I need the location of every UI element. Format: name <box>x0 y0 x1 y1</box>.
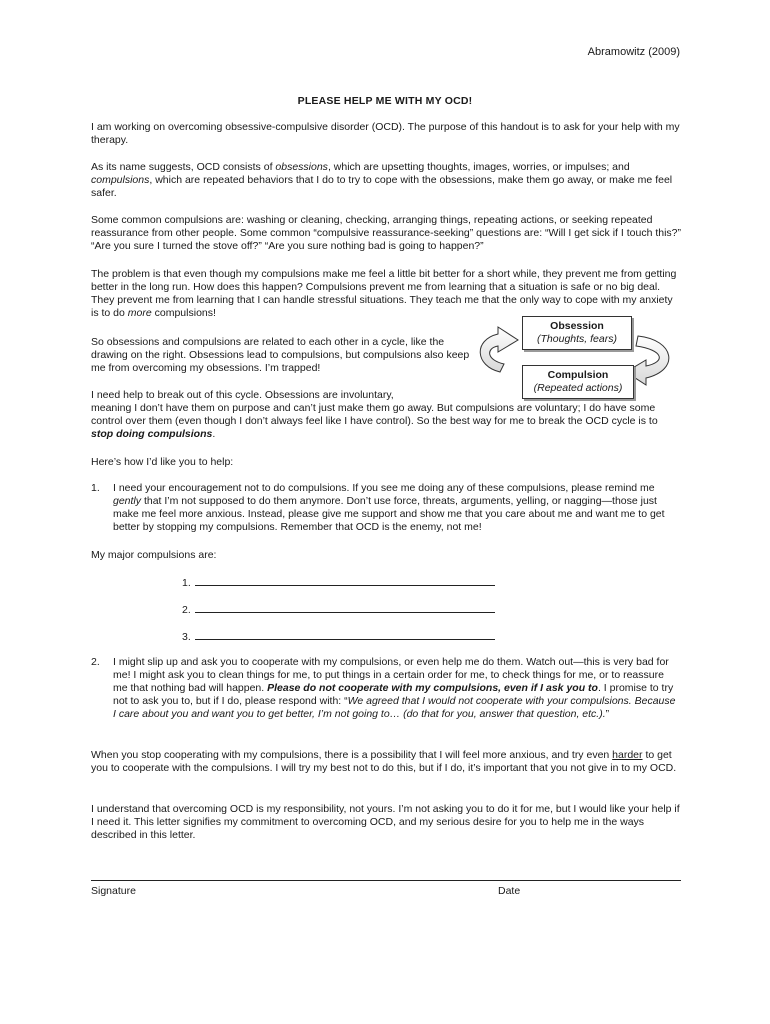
break-cycle-first-line: I need help to break out of this cycle. Obsessions are involuntary, <box>91 389 394 401</box>
agreed-response-quote: We agreed that I would not cooperate with your compulsions. Because I care about you and want you to get better, I’m not going to… (do that for you, answer that question, etc.). <box>113 695 676 720</box>
more-emphasis: more <box>127 307 152 319</box>
item-number: 1. <box>91 482 100 494</box>
intro-paragraph: I am working on overcoming obsessive-compulsive disorder (OCD). The purpose of this handout is to ask for your help with my therapy. <box>91 121 680 146</box>
compulsion-subtitle: (Repeated actions) <box>533 382 623 394</box>
common-compulsions-paragraph: Some common compulsions are: washing or cleaning, checking, arranging things, repeating actions, or seeking repeated reassurance from other people. Some common “compulsive reassurance-seeking” questions are: “Will I get sick if I touch this?” “Are you sure I turned the stove off?” “Are you sure nothing bad is going to happen?” <box>91 214 681 252</box>
left-cycle-arrow <box>480 327 518 372</box>
stop-compulsions-emphasis: stop doing compulsions <box>91 428 213 440</box>
blank-line[interactable] <box>195 629 495 640</box>
problem-paragraph: The problem is that even though my compulsions make me feel a little bit better for a short while, they prevent me from getting better in the long run. How does this happen? Compulsions prevent me from learning that a situation is safe or no big deal. They prevent me from learning that I can handle stressful situations. They teach me that the only way to cope with my anxiety is to do more compulsions! <box>91 268 677 319</box>
major-compulsions-label: My major compulsions are: <box>91 549 217 561</box>
gently-emphasis: gently <box>113 495 142 507</box>
compulsion-title: Compulsion <box>547 369 609 381</box>
signature-line[interactable] <box>91 880 681 881</box>
cycle-paragraph: So obsessions and compulsions are related to each other in a cycle, like the drawing on the right. Obsessions lead to compulsions, but compulsions also keep me from overcoming my obsessions. I’m trapped! <box>91 336 470 374</box>
ocd-definition-paragraph: As its name suggests, OCD consists of obsessions, which are upsetting thoughts, images, worries, or impulses; and compulsions, which are repeated behaviors that I do to try to cope with the obsessions, make them go away, or make me feel safer. <box>91 161 673 199</box>
item-text: I might slip up and ask you to cooperate with my compulsions, or even help me do them. Watch out—this is very bad for me! I might ask you to clean things for me, to put things in a certain order for me, to check things for me, or to reassure me that nothing bad will happen. Please do not cooperate with my compulsions, even if I ask you to. I promise to try not to ask you to, but if I do, please respond with: “We agreed that I would not cooperate with your compulsions. Because I care about you and want you to get better, I’m not going to… (do that for you, answer that question, etc.).” <box>113 656 676 720</box>
harder-emphasis: harder <box>612 749 643 761</box>
signature-label: Signature <box>91 885 136 897</box>
compulsion-blank-3[interactable]: 3. <box>182 629 495 644</box>
ocd-cycle-diagram <box>470 310 685 405</box>
how-to-help-heading: Here’s how I’d like you to help: <box>91 456 234 468</box>
anxiety-warning-paragraph: When you stop cooperating with my compulsions, there is a possibility that I will feel more anxious, and try even harder to get you to cooperate with the compulsions. I will try my best not to do this, but if I do, it’s important that you not give in to my OCD. <box>91 749 677 774</box>
obsession-title: Obsession <box>550 320 604 332</box>
blank-line[interactable] <box>195 602 495 613</box>
obsessions-term: obsessions <box>275 161 328 173</box>
date-label: Date <box>498 885 521 897</box>
compulsion-blank-1[interactable]: 1. <box>182 575 495 590</box>
compulsion-blank-2[interactable]: 2. <box>182 602 495 617</box>
obsession-box <box>522 316 632 350</box>
obsession-subtitle: (Thoughts, fears) <box>537 333 617 345</box>
blank-line[interactable] <box>195 575 495 586</box>
item-text: I need your encouragement not to do compulsions. If you see me doing any of these compulsions, please remind me gently that I’m not supposed to do them anymore. Don’t use force, threats, arguments, yelling, or nagging—those just make me feel more anxious. Instead, please give me support and show me that you care about me and want me to get better by stopping my compulsions. Remember that OCD is the enemy, not me! <box>113 482 665 533</box>
break-cycle-paragraph: meaning I don’t have them on purpose and can’t just make them go away. But compulsions are voluntary; I do have some control over them (even though I don’t always feel like I have control). So the best way for me to break the OCD cycle is to stop doing compulsions. <box>91 402 658 440</box>
citation: Abramowitz (2009) <box>587 46 680 58</box>
compulsions-term: compulsions <box>91 174 150 186</box>
page-title: PLEASE HELP ME WITH MY OCD! <box>297 95 473 107</box>
item-number: 2. <box>91 656 100 668</box>
compulsion-box <box>522 365 634 399</box>
do-not-cooperate-emphasis: Please do not cooperate with my compulsions, even if I ask you to <box>267 682 598 694</box>
commitment-paragraph: I understand that overcoming OCD is my responsibility, not yours. I’m not asking you to do it for me, but I would like your help if I need it. This letter signifies my commitment to overcoming OCD, and my serious desire for you to help me in the ways described in this letter. <box>91 803 680 841</box>
